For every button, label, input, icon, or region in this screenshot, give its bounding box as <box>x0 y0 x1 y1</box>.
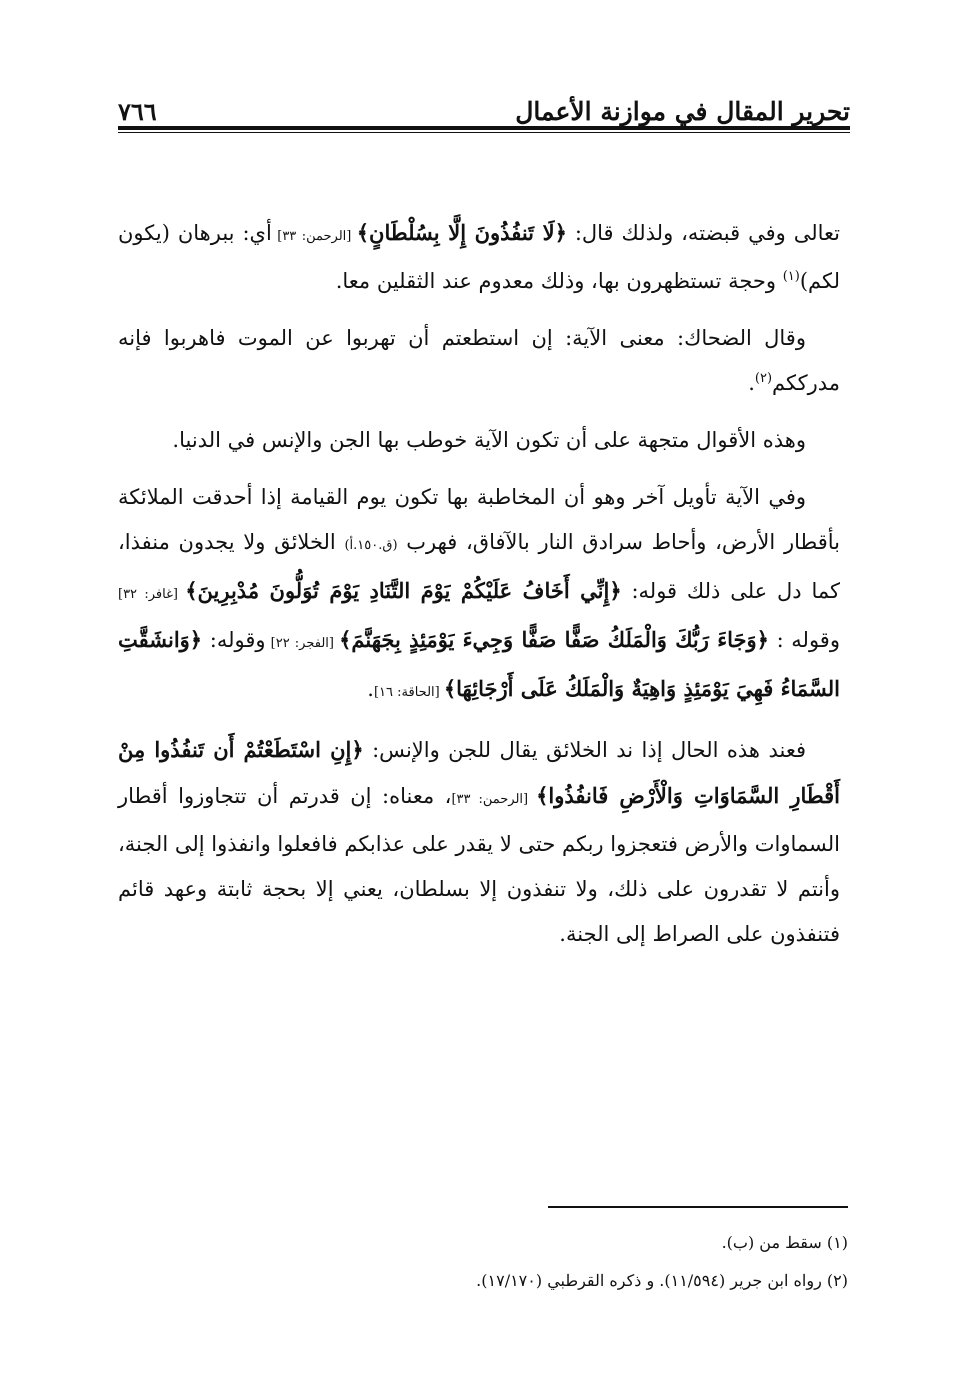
footnote-text: سقط من (ب). <box>721 1233 822 1252</box>
paragraph-text: فعند هذه الحال إذا ند الخلائق يقال للجن والإنس: <box>363 738 806 762</box>
quran-verse: ﴿لَا تَنفُذُونَ إِلَّا بِسُلْطَانٍ﴾ <box>356 220 567 245</box>
footnote-marker: (١) <box>782 269 800 284</box>
footnote-separator <box>548 1206 848 1208</box>
paragraph-text: . <box>748 371 755 395</box>
header-rule-thin <box>118 132 850 133</box>
footnote-number: (٢) <box>826 1271 848 1290</box>
surah-reference: [الرحمن: ٣٣] <box>271 229 357 244</box>
footnotes <box>360 1224 848 1300</box>
paragraph-text: الخلائق ولا يجدون منفذا، كما دل على ذلك قوله: <box>118 530 840 603</box>
paragraph <box>118 316 840 406</box>
surah-reference: [الرحمن: ٣٣] <box>451 792 537 807</box>
quran-verse: ﴿إِنِّي أَخَافُ عَلَيْكُمْ يَوْمَ التَّنَادِ يَوْمَ تُوَلُّونَ مُدْبِرِينَ﴾ <box>185 578 622 603</box>
paragraph-text: وفي الآية تأويل آخر وهو أن المخاطبة بها تكون يوم القيامة إذا أحدقت الملائكة بأقطار الأرض، وأحاط سرادق النار بالآفاق، فهرب <box>118 485 840 554</box>
paragraph-text: وهذه الأقوال متجهة على أن تكون الآية خوطب بها الجن والإنس في الدنيا. <box>172 428 806 452</box>
paragraph <box>118 727 840 957</box>
footnote-text: رواه ابن جرير (١١/٥٩٤). و ذكره القرطبي (١٧/١٧٠). <box>476 1271 822 1290</box>
paragraph-text: ، معناه: إن قدرتم أن تتجاوزوا أقطار السماوات والأرض فتعجزوا ربكم حتى لا يقدر على عذابكم فافعلوا وانفذوا إلى الجنة، وأنتم لا تقدرون على ذلك، ولا تنفذون إلا بسلطان، يعني إلا بحجة ثابتة وعهد قائم فتنفذون على الصراط إلى الجنة. <box>118 784 840 946</box>
footnote <box>360 1224 848 1262</box>
paragraph-text: أي: ببرهان (يكون لكم) <box>118 221 840 293</box>
paragraph-text: وحجة تستظهرون بها، وذلك معدوم عند الثقلين معا. <box>335 269 783 293</box>
running-title: تحرير المقال في موازنة الأعمال <box>515 97 850 126</box>
paragraph-text: وقوله: <box>202 628 266 652</box>
surah-reference: (ق.١٥٠.أ) <box>344 538 398 553</box>
surah-reference: [الفجر: ٢٢] <box>265 636 340 651</box>
paragraph-text: تعالى وفي قبضته، ولذلك قال: <box>566 221 840 245</box>
paragraph <box>118 418 840 463</box>
footnote-number: (١) <box>826 1233 848 1252</box>
paragraph-text: وقوله : <box>768 628 840 652</box>
paragraph-text: . <box>367 677 374 701</box>
main-text <box>118 210 840 969</box>
header-rule <box>118 126 850 130</box>
paragraph <box>118 475 840 715</box>
page-number: ٧٦٦ <box>118 97 157 126</box>
paragraph <box>118 210 840 304</box>
quran-verse: ﴿وَجَاءَ رَبُّكَ وَالْمَلَكُ صَفًّا صَفًّا وَجِيءَ يَوْمَئِذٍ بِجَهَنَّمَ﴾ <box>339 627 769 652</box>
footnote-marker: (٢) <box>754 371 773 386</box>
quran-verse: ﴿وَانشَقَّتِ السَّمَاءُ فَهِيَ يَوْمَئِذٍ وَاهِيَةٌ وَالْمَلَكُ عَلَى أَرْجَائِهَا﴾ <box>118 627 840 701</box>
footnote <box>360 1262 848 1300</box>
quran-verse: ﴿إِنِ اسْتَطَعْتُمْ أَن تَنفُذُوا مِنْ أَقْطَارِ السَّمَاوَاتِ وَالْأَرْضِ فَانفُذُوا﴾ <box>118 737 841 808</box>
paragraph-text: وقال الضحاك: معنى الآية: إن استطعتم أن تهربوا عن الموت فاهربوا فإنه مدرككم <box>118 326 840 395</box>
surah-reference: [الحاقة: ١٦] <box>373 685 444 700</box>
surah-reference: [غافر: ٣٢] <box>118 587 186 602</box>
page-header <box>118 84 850 124</box>
